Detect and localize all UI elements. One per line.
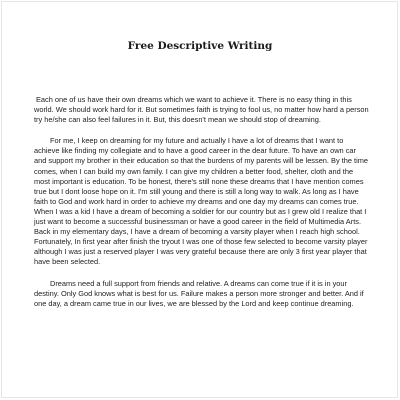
document-body — [34, 95, 369, 320]
paragraph-conclusion: Dreams need a full support from friends and relative. A dreams can come true if it is in your destiny. Only God knows what is best for us. Failure makes a person more stronger and better. And if one day, a dream came true in our lives, we are blessed by the Lord and keep continue dreaming. — [34, 278, 364, 308]
paragraph-intro: Each one of us have their own dreams which we want to achieve it. There is no easy thing in this world. We should work hard for it. But sometimes faith is trying to fool us, no matter how hard a person try he/she can also feel failures in it. But, this doesn't mean we should stop of dreaming. — [34, 95, 369, 125]
document-title: Free Descriptive Writing — [127, 40, 273, 52]
paragraph-personal-dreams: For me, I keep on dreaming for my future and actually I have a lot of dreams that I want to achieve like finding my collegiate and to have a good career in the dear future. To have an own car and support my brother in their education so that the burdens of my parents will be lessen. By the time comes, when I can build my own family. I can give my children a better food, shelter, cloth and the most important is education. To be honest, there's still none these dreams that I have mention comes true but I dont loose hope on it. I'm still young and there is still a long way to walk. As long as I have faith to God and work hard in order to achieve my dreams and one day my dreams can comes true. When I was a kid I have a dream of becoming a soldier for our country but as I grew old I realize that I just want to become a successful businessman or have a good career in the field of Multimedia Arts. Back in my elementary days, I have a dream of becoming a varsity player when I reach high school. Fortunately, In first year after finish the tryout I was one of those few selected to become varsity player although I was just a reserved player I was very grateful because there are only 3 first year player that have been selected. — [34, 136, 368, 267]
